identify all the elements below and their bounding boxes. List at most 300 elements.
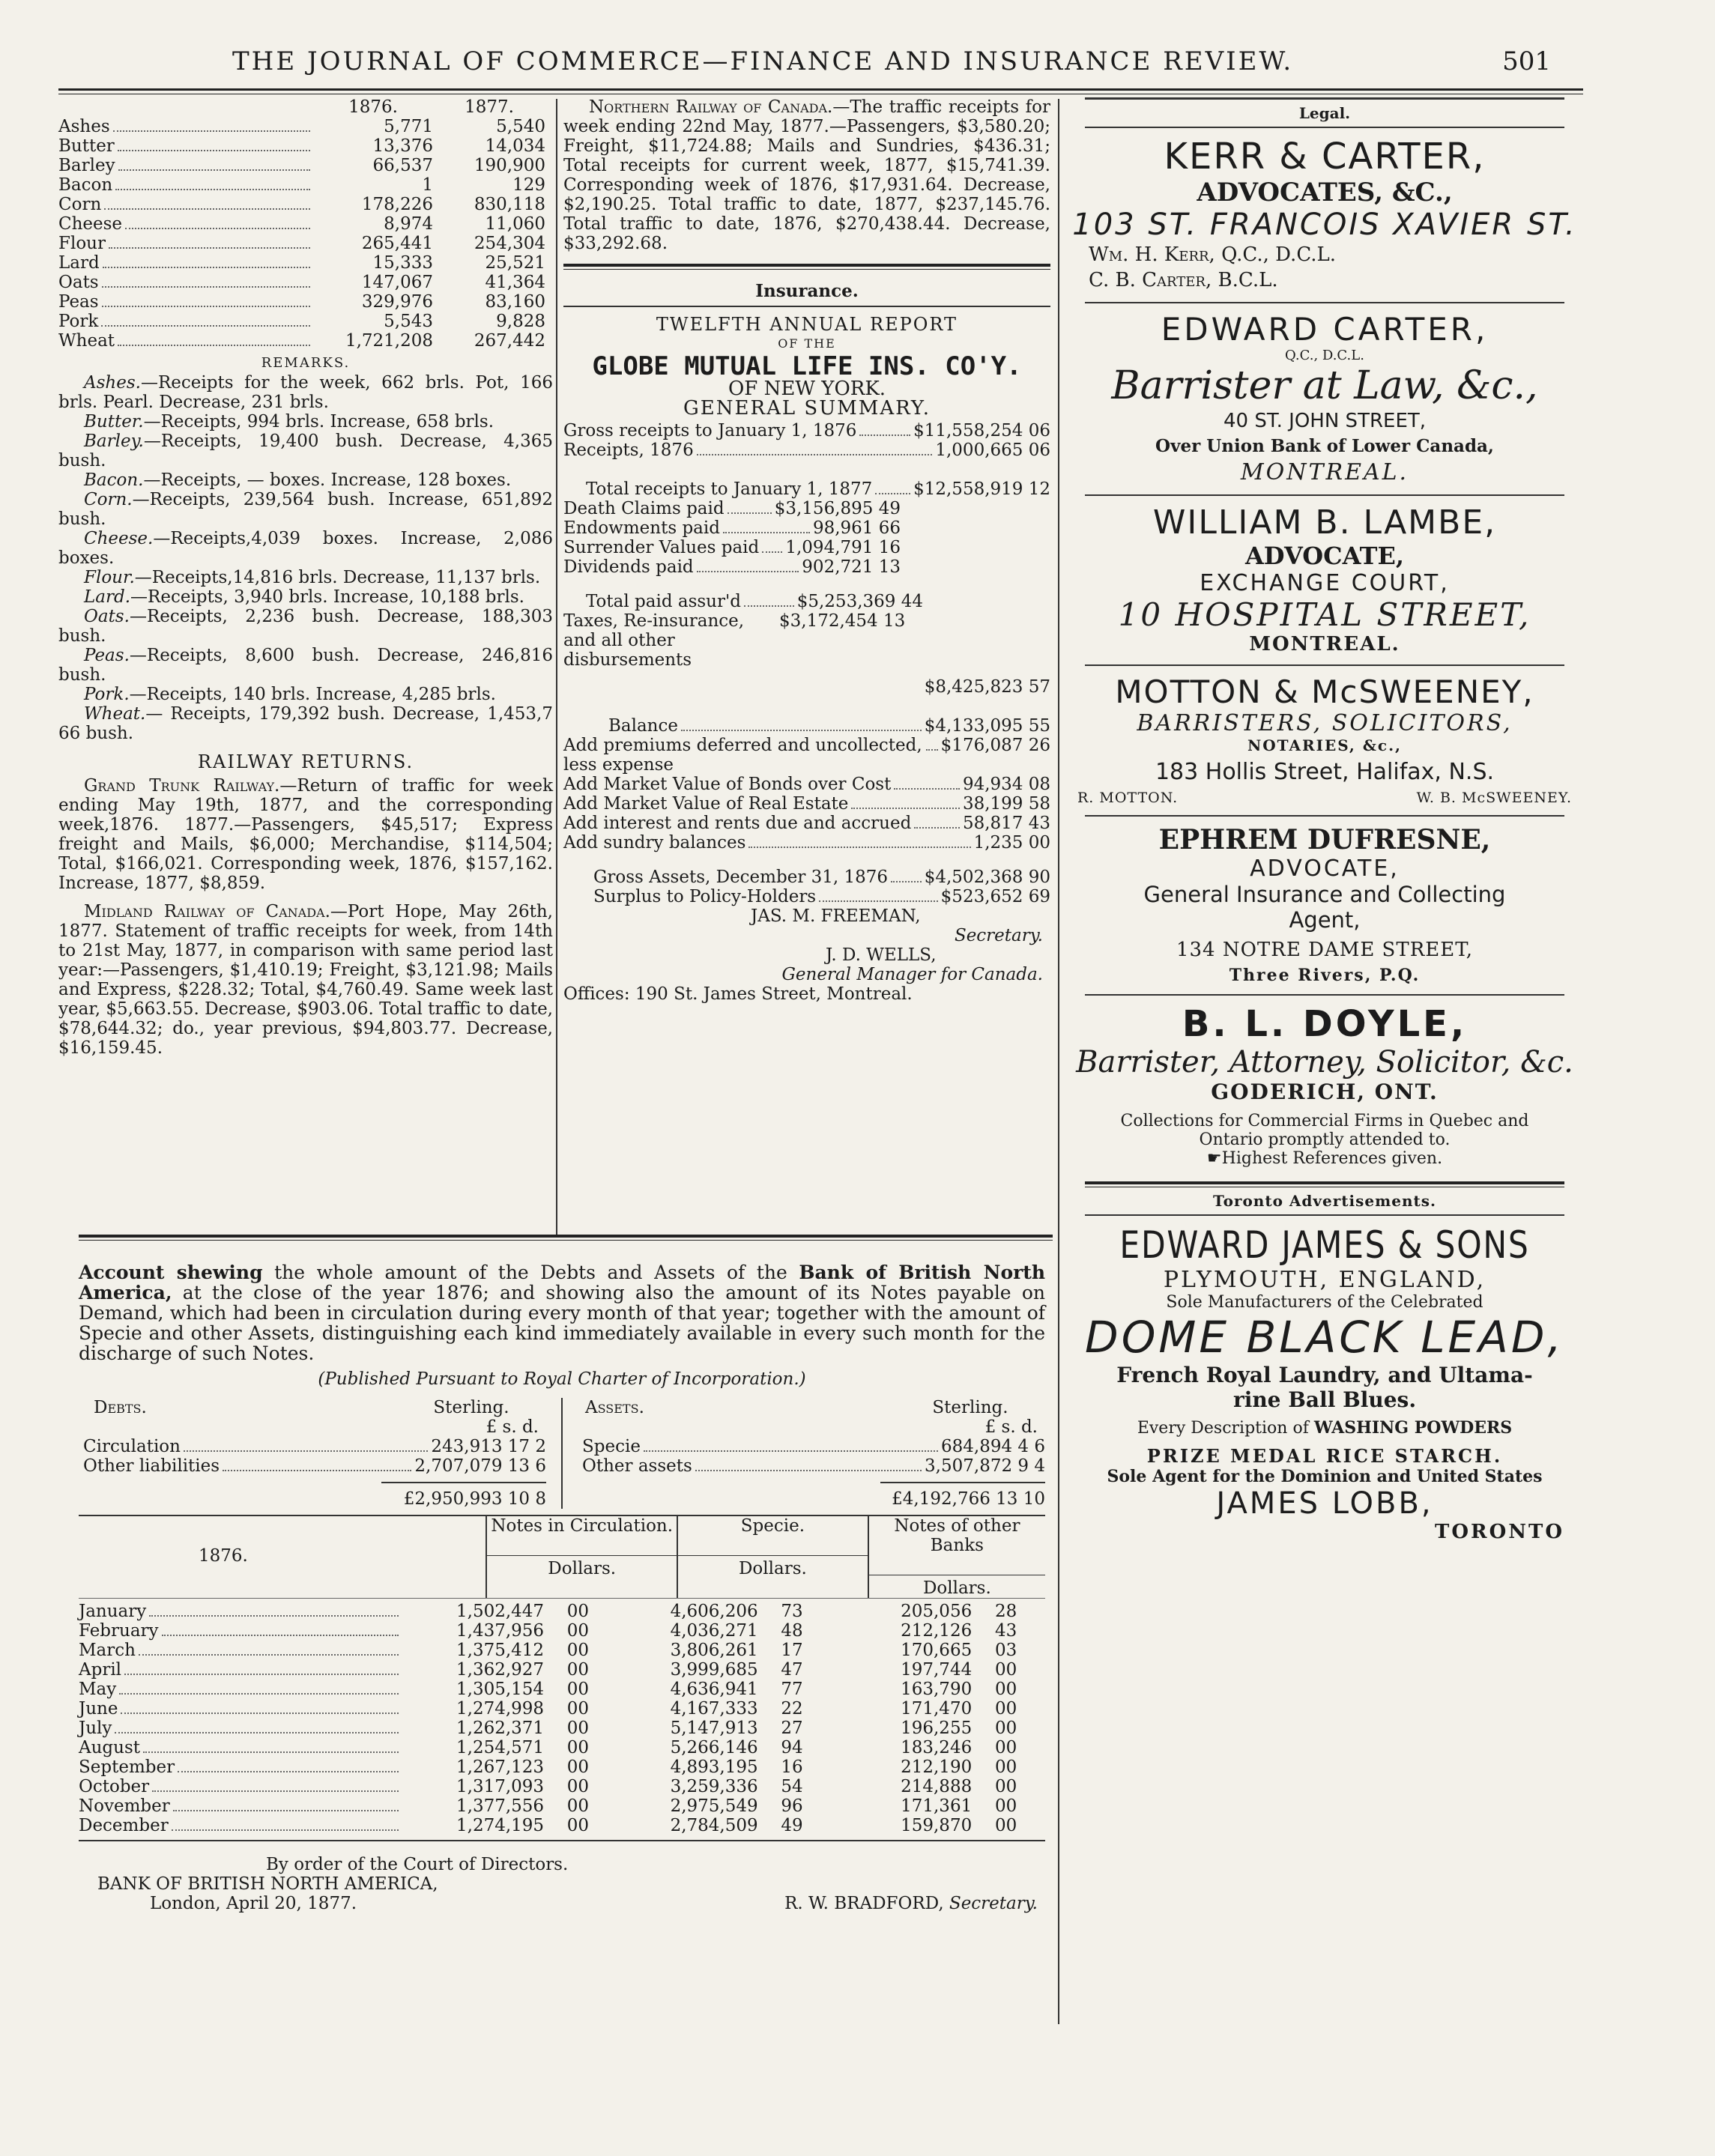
- receipt-1877: 254,304: [474, 234, 545, 253]
- col-specie-unit: Dollars.: [678, 1555, 868, 1578]
- lambe-city: MONTREAL.: [1249, 633, 1400, 655]
- month-row: [79, 1757, 1045, 1777]
- ad-doyle: [1070, 996, 1579, 1177]
- assets-sterling: Sterling.: [932, 1398, 1008, 1417]
- receipt-item: Ashes: [58, 117, 110, 136]
- bank-statement: [79, 1262, 1045, 1913]
- motton-title: BARRISTERS, SOLICITORS,: [1137, 710, 1513, 736]
- month-notes: 1,305,154: [456, 1680, 545, 1699]
- company-location: OF NEW YORK.: [728, 378, 886, 400]
- month-other-cents: 00: [994, 1777, 1017, 1796]
- receipt-1876: 1: [422, 175, 433, 195]
- northern-name: Northern Railway of Canada.: [589, 97, 833, 117]
- add-value: 38,199 58: [962, 794, 1050, 814]
- doyle-name: B. L. DOYLE,: [1182, 1003, 1468, 1045]
- balance-row: Balance $4,133,095 55: [608, 716, 1050, 736]
- payment-value: 1,094,791 16: [785, 538, 901, 557]
- month-notes-cents: 00: [566, 1641, 590, 1660]
- col-other-unit: Dollars.: [869, 1575, 1045, 1598]
- month-notes: 1,267,123: [456, 1757, 545, 1777]
- payment-value: 902,721 13: [802, 557, 901, 577]
- james-place: PLYMOUTH, ENGLAND,: [1163, 1267, 1486, 1293]
- motton-name: MOTTON & McSWEENEY,: [1115, 673, 1534, 710]
- secretary-name: JAS. M. FREEMAN,: [751, 906, 921, 926]
- month-row: [79, 1699, 1045, 1719]
- bank-intro: Account shewing the whole amount of the Debts and Assets of the Bank of British North America, at the close of the year 1876; and showing also the amount of its Notes payable on Demand, which had been in circulation during every month of that year; together with the amount of Specie and other Assets, distinguishing each kind immediately available in every such month for the discharge of such Notes.: [79, 1262, 1046, 1364]
- column-rule-1: [556, 99, 557, 1238]
- receipt-1876: 1,721,208: [345, 331, 433, 351]
- james-agent: Sole Agent for the Dominion and United States: [1107, 1467, 1543, 1486]
- james-line1: French Royal Laundry, and Ultama-: [1116, 1363, 1533, 1387]
- add-value: 1,235 00: [973, 833, 1050, 853]
- receipt-item: Bacon: [58, 175, 113, 195]
- month-notes-cents: 00: [566, 1602, 590, 1621]
- kerr-sub: ADVOCATES, &C.,: [1197, 178, 1453, 208]
- year-1877: 1877.: [465, 97, 514, 117]
- pointing-hand-icon: ☛: [1206, 1149, 1222, 1168]
- receipt-1876: 147,067: [361, 273, 433, 292]
- month-row: [79, 1602, 1045, 1621]
- month-row: [79, 1641, 1045, 1660]
- month-specie-cents: 17: [781, 1641, 803, 1660]
- month-name: February: [79, 1621, 159, 1641]
- month-other-cents: 03: [994, 1641, 1017, 1660]
- taxes-row: Taxes, Re-insurance, and all other disbursements $3,172,454 13: [563, 611, 906, 670]
- add-row: [563, 814, 1050, 833]
- page-number: 501: [1502, 46, 1551, 76]
- grand-trunk-text: —Return of traffic for week ending May 19th, 1877, and the corresponding week,1876. 1877.—Passengers, $45,517; Express freight and Mails, $6,000; Merchandise, $114,504; Total, $166,021. Corresponding week, 1876, $157,162. Increase, 1877, $8,859.: [58, 776, 554, 893]
- month-name: October: [79, 1777, 150, 1796]
- published-note: (Published Pursuant to Royal Charter of Incorporation.): [318, 1369, 806, 1389]
- of-the: OF THE: [778, 336, 836, 351]
- month-notes-cents: 00: [566, 1660, 590, 1680]
- month-name: June: [79, 1699, 118, 1719]
- journal-title: THE JOURNAL OF COMMERCE—FINANCE AND INSURANCE REVIEW.: [232, 46, 1294, 76]
- assets-label: Other assets: [582, 1456, 692, 1476]
- receipt-1877: 25,521: [485, 253, 545, 273]
- month-other: 183,246: [901, 1738, 973, 1757]
- assets-value: 684,894 4 6: [941, 1437, 1045, 1456]
- remark-paragraph: [58, 529, 553, 568]
- receipt-1876: 15,333: [372, 253, 433, 273]
- remarks-title: REMARKS.: [261, 355, 351, 371]
- insurance-section-title: Insurance.: [755, 281, 859, 301]
- month-other-cents: 00: [994, 1816, 1017, 1835]
- month-specie: 4,636,941: [670, 1680, 758, 1699]
- add-row: [563, 736, 1050, 775]
- add-value: 58,817 43: [962, 814, 1050, 833]
- add-row: [563, 833, 1050, 853]
- remark-text: —Receipts,4,039 boxes. Increase, 2,086 boxes.: [58, 529, 553, 568]
- month-specie: 4,606,206: [670, 1602, 758, 1621]
- add-label: Add premiums deferred and uncollected, less expense: [563, 736, 922, 775]
- monthly-table-header: [79, 1516, 1045, 1599]
- month-other: 205,056: [901, 1602, 973, 1621]
- month-row: [79, 1796, 1045, 1816]
- remark-text: — Receipts, 179,392 bush. Decrease, 1,453,7 66 bush.: [58, 704, 553, 743]
- month-specie-cents: 77: [781, 1680, 803, 1699]
- add-value: 94,934 08: [962, 775, 1050, 794]
- offices-line: Offices: 190 St. James Street, Montreal.: [563, 984, 913, 1004]
- receipt-item: Pork: [58, 312, 99, 331]
- doyle-title: Barrister, Attorney, Solicitor, &c.: [1076, 1045, 1573, 1079]
- month-specie-cents: 47: [781, 1660, 803, 1680]
- company-name: GLOBE MUTUAL LIFE INS. CO'Y.: [592, 351, 1022, 381]
- month-row: [79, 1738, 1045, 1757]
- month-other: 212,190: [901, 1757, 973, 1777]
- month-specie-cents: 22: [781, 1699, 803, 1719]
- motton-street: 183 Hollis Street, Halifax, N.S.: [1155, 759, 1495, 785]
- add-label: Add Market Value of Real Estate: [563, 794, 849, 814]
- month-notes-cents: 00: [566, 1680, 590, 1699]
- receipt-row: [58, 117, 553, 136]
- surplus-row: Surplus to Policy-Holders $523,652 69: [593, 887, 1050, 906]
- ad-lambe: [1070, 496, 1579, 664]
- month-specie: 3,806,261: [670, 1641, 758, 1660]
- month-notes-cents: 00: [566, 1777, 590, 1796]
- month-notes-cents: 00: [566, 1796, 590, 1816]
- remark-text: —Receipts, — boxes. Increase, 128 boxes.: [143, 470, 512, 490]
- month-other: 214,888: [901, 1777, 973, 1796]
- ad-kerr-carter: [1070, 128, 1579, 302]
- month-other: 159,870: [901, 1816, 973, 1835]
- payment-label: Dividends paid: [563, 557, 694, 577]
- place-date: London, April 20, 1877.: [150, 1894, 357, 1913]
- northern-paragraph: [563, 97, 1050, 253]
- payment-value: 98,961 66: [812, 518, 901, 538]
- court-order: By order of the Court of Directors.: [266, 1855, 569, 1874]
- carter-qc: Q.C., D.C.L.: [1285, 348, 1364, 363]
- receipt-item: Lard: [58, 253, 100, 273]
- debts-assets: [79, 1398, 1045, 1509]
- receipt-1876: 66,537: [372, 156, 433, 175]
- lambe-title: ADVOCATE,: [1244, 542, 1405, 570]
- james-sole: Sole Manufacturers of the Celebrated: [1166, 1293, 1483, 1312]
- receipt-1877: 9,828: [496, 312, 545, 331]
- receipt-row: [58, 273, 553, 292]
- doyle-line3: ☛Highest References given.: [1206, 1149, 1443, 1168]
- receipt-item: Peas: [58, 292, 99, 312]
- james-line3: Every Description of WASHING POWDERS: [1137, 1418, 1513, 1438]
- payment-row: [563, 518, 901, 538]
- month-other: 171,361: [901, 1796, 973, 1816]
- assets-row: [578, 1456, 1045, 1476]
- receipts-table: [58, 117, 553, 351]
- bank-secretary: R. W. BRADFORD, Secretary.: [784, 1894, 1038, 1913]
- dufresne-line2: Agent,: [1289, 907, 1361, 933]
- doyle-line2: Ontario promptly attended to.: [1199, 1130, 1451, 1149]
- debts-block: [79, 1398, 546, 1509]
- total-paid-row: Total paid assur'd $5,253,369 44: [586, 592, 923, 611]
- assets-value: 3,507,872 9 4: [925, 1456, 1045, 1476]
- remark-key: Flour.: [84, 568, 135, 587]
- remark-text: —Receipts, 994 brls. Increase, 658 brls.: [143, 412, 494, 431]
- receipt-item: Barley: [58, 156, 115, 175]
- month-name: July: [79, 1719, 112, 1738]
- month-specie: 5,147,913: [670, 1719, 758, 1738]
- receipt-1877: 830,118: [474, 195, 545, 214]
- report-title: TWELFTH ANNUAL REPORT: [656, 314, 958, 335]
- debts-sterling: Sterling.: [433, 1398, 509, 1417]
- col-notes-title: Notes in Circulation.: [491, 1516, 674, 1536]
- assets-label: Specie: [582, 1437, 641, 1456]
- month-notes: 1,274,998: [456, 1699, 545, 1719]
- month-notes-cents: 00: [566, 1719, 590, 1738]
- remarks-list: [58, 373, 553, 743]
- remark-text: —Receipts, 19,400 bush. Decrease, 4,365 bush.: [58, 431, 553, 470]
- receipt-1877: 190,900: [474, 156, 545, 175]
- month-other-cents: 00: [994, 1738, 1017, 1757]
- assets-total: £4,192,766 13 10: [892, 1489, 1045, 1509]
- receipt-1876: 178,226: [361, 195, 433, 214]
- month-specie-cents: 94: [781, 1738, 803, 1757]
- carter-name: EDWARD CARTER,: [1161, 311, 1489, 348]
- total-receipts-row: Total receipts to January 1, 1877 $12,558,919 12: [586, 479, 1050, 499]
- receipt-row: [58, 234, 553, 253]
- ad-edward-carter: [1070, 303, 1579, 494]
- receipt-item: Wheat: [58, 331, 115, 351]
- col-other-title: Notes of other Banks: [894, 1516, 1020, 1555]
- receipt-item: Flour: [58, 234, 106, 253]
- add-label: Add Market Value of Bonds over Cost: [563, 775, 892, 794]
- month-row: [79, 1621, 1045, 1641]
- month-notes-cents: 00: [566, 1757, 590, 1777]
- midland-name: Midland Railway of Canada.: [84, 902, 330, 921]
- carter-street: 40 ST. JOHN STREET,: [1223, 410, 1427, 432]
- dufresne-name: EPHREM DUFRESNE,: [1158, 824, 1491, 856]
- ad-edward-james: [1070, 1216, 1579, 1552]
- remark-paragraph: [58, 607, 553, 646]
- james-prize: PRIZE MEDAL RICE STARCH.: [1146, 1445, 1503, 1467]
- manager-title: General Manager for Canada.: [781, 965, 1043, 984]
- remark-paragraph: [58, 470, 553, 490]
- receipt-row: [58, 292, 553, 312]
- insurance-column: [563, 97, 1050, 1004]
- month-row: [79, 1680, 1045, 1699]
- remark-key: Peas.: [84, 646, 130, 665]
- remark-paragraph: [58, 373, 553, 412]
- payment-row: [563, 499, 901, 518]
- secretary-title: Secretary.: [954, 926, 1043, 945]
- receipt-row: [58, 214, 553, 234]
- motton-notaries: NOTARIES, &c.,: [1247, 736, 1403, 754]
- month-name: August: [79, 1738, 141, 1757]
- month-other: 197,744: [901, 1660, 973, 1680]
- dufresne-title: ADVOCATE,: [1250, 856, 1400, 882]
- payment-label: Death Claims paid: [563, 499, 725, 518]
- james-product: DOME BLACK LEAD,: [1085, 1312, 1564, 1363]
- add-label: Add interest and rents due and accrued: [563, 814, 912, 833]
- gross-assets-row: Gross Assets, December 31, 1876 $4,502,368 90: [593, 867, 1050, 887]
- receipt-row: [58, 175, 553, 195]
- james-agent-name: JAMES LOBB,: [1216, 1486, 1433, 1521]
- debts-row: [79, 1437, 546, 1456]
- bank-top-rule: [79, 1235, 1053, 1241]
- receipts-column: [58, 97, 553, 1058]
- month-specie: 4,893,195: [670, 1757, 758, 1777]
- adds-list: [563, 736, 1050, 853]
- doyle-city: GODERICH, ONT.: [1211, 1079, 1439, 1104]
- remark-paragraph: [58, 704, 553, 743]
- year-1876: 1876.: [348, 97, 398, 117]
- legal-section-title: Legal.: [1298, 104, 1351, 122]
- payment-label: Surrender Values paid: [563, 538, 760, 557]
- month-other-cents: 00: [994, 1680, 1017, 1699]
- remark-paragraph: [58, 646, 553, 685]
- month-name: January: [79, 1602, 147, 1621]
- receipt-1877: 11,060: [485, 214, 545, 234]
- month-specie-cents: 49: [781, 1816, 803, 1835]
- month-specie-cents: 73: [781, 1602, 803, 1621]
- remark-text: —Receipts, 8,600 bush. Decrease, 246,816 bush.: [58, 646, 553, 685]
- assets-block: [578, 1398, 1045, 1509]
- month-notes-cents: 00: [566, 1621, 590, 1641]
- month-notes: 1,262,371: [456, 1719, 545, 1738]
- carter-city: MONTREAL.: [1240, 459, 1409, 485]
- remark-paragraph: [58, 587, 553, 607]
- page-header: [67, 46, 1551, 84]
- month-notes: 1,375,412: [456, 1641, 545, 1660]
- month-specie: 3,259,336: [670, 1777, 758, 1796]
- month-notes: 1,502,447: [456, 1602, 545, 1621]
- remark-key: Oats.: [84, 607, 130, 626]
- debts-value: 2,707,079 13 6: [414, 1456, 546, 1476]
- month-name: April: [79, 1660, 122, 1680]
- remark-key: Ashes.: [84, 373, 141, 393]
- general-summary: GENERAL SUMMARY.: [683, 397, 931, 420]
- remark-text: —Receipts,14,816 brls. Decrease, 11,137 brls.: [134, 568, 541, 587]
- receipt-1876: 265,441: [361, 234, 433, 253]
- remark-key: Barley.: [84, 431, 144, 451]
- month-specie: 4,167,333: [670, 1699, 758, 1719]
- month-other-cents: 00: [994, 1699, 1017, 1719]
- receipt-1876: 5,771: [384, 117, 433, 136]
- month-other: 171,470: [901, 1699, 973, 1719]
- sum-value: $8,425,823 57: [924, 677, 1050, 697]
- month-specie-cents: 54: [781, 1777, 803, 1796]
- james-name: EDWARD JAMES & SONS: [1119, 1223, 1530, 1267]
- month-specie-cents: 16: [781, 1757, 803, 1777]
- remark-paragraph: [58, 490, 553, 529]
- remark-key: Butter.: [84, 412, 144, 431]
- payment-value: $3,156,895 49: [774, 499, 901, 518]
- receipt-1876: 13,376: [372, 136, 433, 156]
- col-specie-title: Specie.: [740, 1516, 805, 1536]
- receipt-row: [58, 195, 553, 214]
- receipt-1877: 14,034: [485, 136, 545, 156]
- header-rule: [58, 88, 1583, 94]
- kerr-partner-2: C. B. Carter, B.C.L.: [1089, 269, 1278, 291]
- month-other-cents: 00: [994, 1796, 1017, 1816]
- receipts-1876-row: Receipts, 1876 1,000,665 06: [563, 440, 1050, 460]
- month-notes: 1,317,093: [456, 1777, 545, 1796]
- receipts-year-header: [58, 97, 553, 117]
- add-label: Add sundry balances: [563, 833, 746, 853]
- payments-list: [563, 499, 901, 577]
- remark-key: Corn.: [84, 490, 133, 509]
- insurance-rule: [563, 264, 1050, 270]
- james-line2: rine Ball Blues.: [1232, 1387, 1417, 1412]
- doyle-line1: Collections for Commercial Firms in Quebec and: [1120, 1112, 1529, 1130]
- remark-paragraph: [58, 685, 553, 704]
- month-notes: 1,362,927: [456, 1660, 545, 1680]
- debts-row: [79, 1456, 546, 1476]
- table-year: 1876.: [199, 1546, 248, 1566]
- month-notes-cents: 00: [566, 1738, 590, 1757]
- month-other-cents: 00: [994, 1719, 1017, 1738]
- manager-name: J. D. WELLS,: [826, 945, 937, 965]
- month-notes-cents: 00: [566, 1816, 590, 1835]
- remark-text: —Receipts, 239,564 bush. Increase, 651,892 bush.: [58, 490, 553, 529]
- bank-name: BANK OF BRITISH NORTH AMERICA,: [97, 1874, 438, 1894]
- james-agent-city: TORONTO: [1434, 1521, 1564, 1543]
- receipt-item: Cheese: [58, 214, 123, 234]
- receipt-row: [58, 156, 553, 175]
- month-other: 212,126: [901, 1621, 973, 1641]
- carter-title: Barrister at Law, &c.,: [1111, 363, 1538, 408]
- dufresne-city: Three Rivers, P.Q.: [1229, 966, 1421, 985]
- remark-text: —Receipts, 3,940 brls. Increase, 10,188 brls.: [130, 587, 524, 607]
- add-row: [563, 794, 1050, 814]
- midland-paragraph: [58, 902, 553, 1058]
- receipt-row: [58, 312, 553, 331]
- month-specie: 4,036,271: [670, 1621, 758, 1641]
- debts-total: £2,950,993 10 8: [403, 1489, 546, 1509]
- remark-paragraph: [58, 431, 553, 470]
- kerr-name: KERR & CARTER,: [1164, 136, 1486, 178]
- lambe-court: EXCHANGE COURT,: [1200, 570, 1450, 596]
- month-name: May: [79, 1680, 117, 1699]
- month-other: 196,255: [901, 1719, 973, 1738]
- receipt-1877: 5,540: [496, 117, 545, 136]
- month-row: [79, 1816, 1045, 1835]
- month-other-cents: 28: [994, 1602, 1017, 1621]
- month-specie: 2,975,549: [670, 1796, 758, 1816]
- receipt-1877: 267,442: [474, 331, 545, 351]
- month-specie: 3,999,685: [670, 1660, 758, 1680]
- grand-trunk-paragraph: [58, 776, 553, 893]
- receipt-1876: 329,976: [361, 292, 433, 312]
- gross-receipts-row: Gross receipts to January 1, 1876 $11,558,254 06: [563, 421, 1050, 440]
- kerr-partner-1: Wm. H. Kerr, Q.C., D.C.L.: [1089, 243, 1337, 266]
- month-other: 163,790: [901, 1680, 973, 1699]
- remark-paragraph: [58, 568, 553, 587]
- motton-partner-1: R. MOTTON.: [1077, 790, 1179, 806]
- month-other-cents: 00: [994, 1757, 1017, 1777]
- midland-text: —Port Hope, May 26th, 1877. Statement of traffic receipts for week, from 14th to 21st May, 1877, in comparison with same period last year:—Passengers, $1,410.19; Freight, $3,121.98; Mails and Express, $228.32; Total, $4,760.49. Same week last year, $5,663.55. Decrease, $903.06. Total traffic to date, $78,644.32; do., year previous, $94,803.77. Decrease, $16,159.45.: [58, 902, 553, 1058]
- kerr-address: 103 ST. FRANCOIS XAVIER ST.: [1072, 208, 1577, 242]
- month-name: March: [79, 1641, 136, 1660]
- remark-text: —Receipts, 2,236 bush. Decrease, 188,303 bush.: [58, 607, 553, 646]
- receipt-item: Corn: [58, 195, 102, 214]
- month-specie-cents: 96: [781, 1796, 803, 1816]
- month-notes: 1,254,571: [456, 1738, 545, 1757]
- receipt-1876: 5,543: [384, 312, 433, 331]
- receipt-item: Butter: [58, 136, 115, 156]
- month-row: [79, 1660, 1045, 1680]
- receipt-item: Oats: [58, 273, 99, 292]
- month-specie: 5,266,146: [670, 1738, 758, 1757]
- northern-text: —The traffic receipts for week ending 22nd May, 1877.—Passengers, $3,580.20; Freight, $11,724.88; Mails and Sundries, $436.31; Total receipts for current week, 1877, $15,741.39. Corresponding week of 1876, $17,931.64. Decrease, $2,190.25. Total traffic to date, 1877, $237,145.76. Total traffic to date, 1876, $270,438.44. Decrease, $33,292.68.: [563, 97, 1050, 253]
- remark-key: Wheat.: [84, 704, 146, 724]
- insurance-subrule: [563, 306, 1050, 307]
- payment-row: [563, 538, 901, 557]
- assets-row: [578, 1437, 1045, 1456]
- ad-motton: [1070, 666, 1579, 815]
- receipt-row: [58, 136, 553, 156]
- receipt-1877: 83,160: [485, 292, 545, 312]
- add-row: [563, 775, 1050, 794]
